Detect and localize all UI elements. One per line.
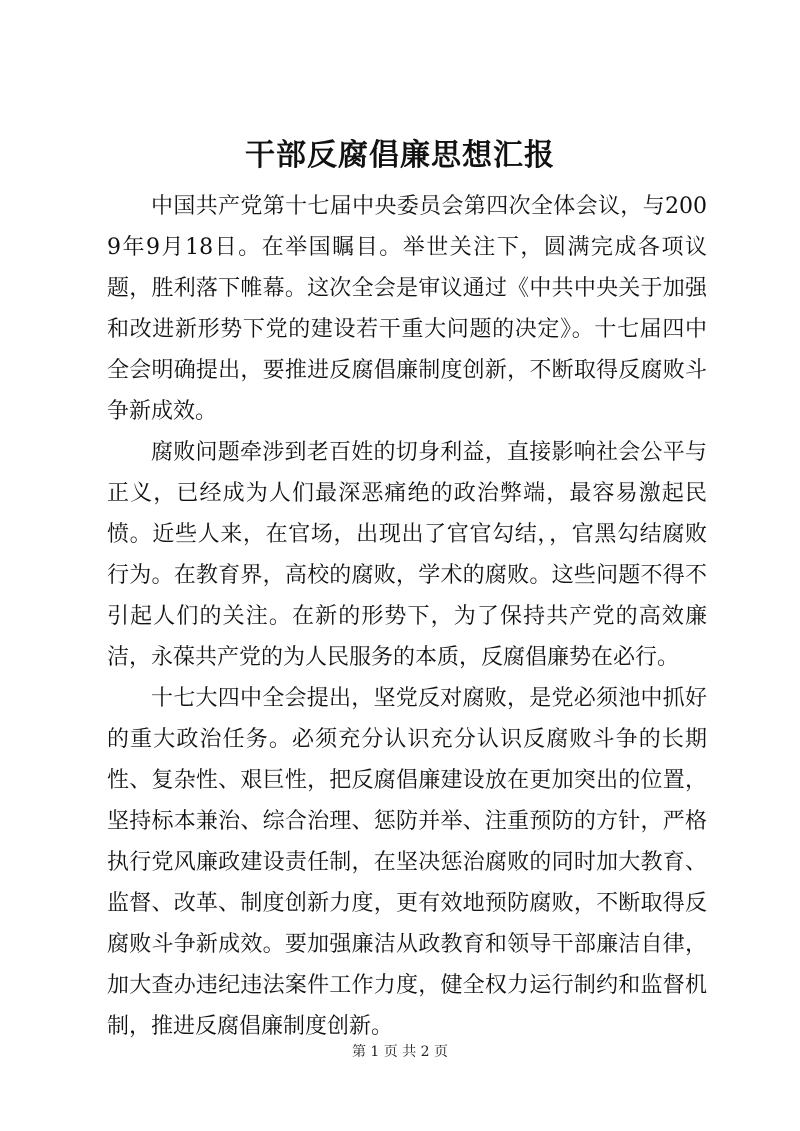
- document-body: [107, 186, 707, 1047]
- paragraph-2: 腐败问题牵涉到老百姓的切身利益，直接影响社会公平与正义，已经成为人们最深恶痛绝的政治弊端，最容易激起民愤。近些人来，在官场，出现出了官官勾结，，官黑勾结腐败行为。在教育界，高校的腐败，学术的腐败。这些问题不得不引起人们的关注。在新的形势下，为了保持共产党的高效廉洁，永葆共产党的为人民服务的本质，反腐倡廉势在必行。: [107, 440, 707, 670]
- paragraph-3: 十七大四中全会提出，坚党反对腐败，是党必须池中抓好的重大政治任务。必须充分认识充分认识反腐败斗争的长期性、复杂性、艰巨性，把反腐倡廉建设放在更加突出的位置，坚持标本兼治、综合治理、惩防并举、注重预防的方针，严格执行党风廉政建设责任制，在坚决惩治腐败的同时加大教育、监督、改革、制度创新力度，更有效地预防腐败，不断取得反腐败斗争新成效。要加强廉洁从政教育和领导干部廉洁自律，加大查办违纪违法案件工作力度，健全权力运行制约和监督机制，推进反腐倡廉制度创新。: [107, 686, 707, 1039]
- document-title: 干部反腐倡廉思想汇报: [245, 138, 555, 173]
- page-footer: 第 1 页 共 2 页: [351, 1044, 449, 1060]
- paragraph-1: 中国共产党第十七届中央委员会第四次全体会议，与2009年9月18日。在举国瞩目。举世关注下，圆满完成各项议题，胜利落下帷幕。这次全会是审议通过《中共中央关于加强和改进新形势下党的建设若干重大问题的决定》。十七届四中全会明确提出，要推进反腐倡廉制度创新，不断取得反腐败斗争新成效。: [107, 194, 707, 424]
